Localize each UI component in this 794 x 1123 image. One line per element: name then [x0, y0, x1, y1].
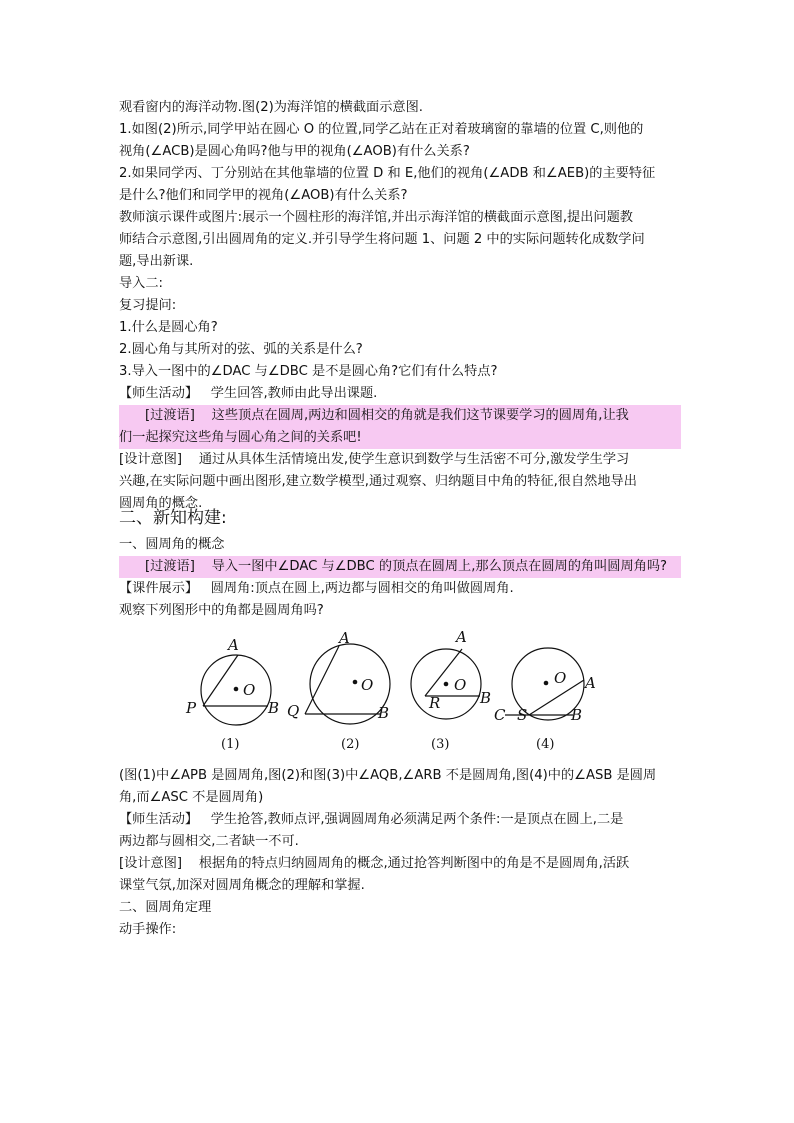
observe-line: 观察下列图形中的角都是圆周角吗?: [119, 603, 324, 618]
activity-text: 学生回答,教师由此导出课题.: [210, 386, 378, 401]
review-question-2: 2.圆心角与其所对的弦、弧的关系是什么?: [119, 342, 363, 357]
courseware-text: 圆周角:顶点在圆上,两边都与圆相交的角叫做圆周角.: [210, 581, 514, 596]
design-1-line-2: 兴趣,在实际问题中画出图形,建立数学模型,通过观察、归纳题目中角的特征,很自然地导出: [119, 474, 637, 489]
design-2-line-1: [119, 853, 629, 875]
design-text: 根据角的特点归纳圆周角的概念,通过抢答判断图中的角是不是圆周角,活跃: [198, 856, 630, 871]
section-2-title: 二、新知构建:: [119, 508, 227, 528]
fig3-caption: (3): [431, 737, 450, 752]
fig1-label-b: B: [268, 699, 280, 717]
fig4-label-s: S: [517, 706, 528, 724]
fig2-label-q: Q: [287, 702, 300, 720]
fig4-center: [544, 681, 549, 686]
design-tag: [设计意图]: [119, 856, 183, 871]
transition-text: 这些顶点在圆周,两边和圆相交的角就是我们这节课要学习的圆周角,让我: [211, 408, 629, 423]
transition-tag: [过渡语]: [145, 408, 195, 423]
fig1-caption: (1): [221, 737, 240, 752]
activity-2-line-1: [119, 809, 623, 831]
fig1-center: [234, 687, 239, 692]
fig4-label-c: C: [494, 706, 506, 724]
teacher-demo-line-2: 师结合示意图,引出圆周角的定义.并引导学生将问题 1、问题 2 中的实际问题转化成数学问: [119, 232, 645, 247]
fig2-center: [353, 680, 358, 685]
fig3-label-r: R: [429, 694, 441, 712]
teacher-demo-line-3: 题,导出新课.: [119, 254, 194, 269]
review-question-1: 1.什么是圆心角?: [119, 320, 218, 335]
fig1-label-a: A: [228, 636, 239, 654]
answer-line-2: 角,而∠ASC 不是圆周角): [119, 790, 264, 805]
question-1-line-1: 1.如图(2)所示,同学甲站在圆心 O 的位置,同学乙站在正对着玻璃窗的靠墙的位置 C,则他的: [119, 122, 644, 137]
design-2-line-2: 课堂气氛,加深对圆周角概念的理解和掌握.: [119, 878, 365, 893]
fig1-label-p: P: [186, 699, 197, 717]
fig3-label-b: B: [480, 689, 492, 707]
activity-tag: 【师生活动】: [119, 812, 199, 827]
transition-tag: [过渡语]: [145, 559, 195, 574]
fig2-label-o: O: [361, 676, 374, 694]
intro2-title: 导入二:: [119, 276, 164, 291]
activity-text: 学生抢答,教师点评,强调圆周角必须满足两个条件:一是顶点在圆上,二是: [210, 812, 624, 827]
answer-line-1: (图(1)中∠APB 是圆周角,图(2)和图(3)中∠AQB,∠ARB 不是圆周角,图(4)中的∠ASB 是圆周: [119, 768, 657, 783]
concept-title: 一、圆周角的概念: [119, 537, 225, 552]
question-2-line-1: 2.如果同学丙、丁分别站在其他靠墙的位置 D 和 E,他们的视角(∠ADB 和∠AEB)的主要特征: [119, 166, 656, 181]
fig4-label-a: A: [585, 674, 596, 692]
design-1-line-3: 圆周角的概念.: [119, 496, 203, 511]
question-2-line-2: 是什么?他们和同学甲的视角(∠AOB)有什么关系?: [119, 188, 408, 203]
fig3-label-a: A: [456, 628, 467, 646]
fig1-chord-pa: [203, 655, 238, 706]
question-1-line-2: 视角(∠ACB)是圆心角吗?他与甲的视角(∠AOB)有什么关系?: [119, 144, 470, 159]
teacher-demo-line-1: 教师演示课件或图片:展示一个圆柱形的海洋馆,并出示海洋馆的横截面示意图,提出问题教: [119, 210, 633, 225]
fig3-center: [444, 682, 449, 687]
theorem-title: 二、圆周角定理: [119, 900, 212, 915]
transition-text: 导入一图中∠DAC 与∠DBC 的顶点在圆周上,那么顶点在圆周的角叫圆周角吗?: [211, 559, 668, 574]
fig2-label-a: A: [339, 629, 350, 647]
hands-on-label: 动手操作:: [119, 922, 177, 937]
activity-2-line-2: 两边都与圆相交,二者缺一不可.: [119, 834, 299, 849]
activity-tag: 【师生活动】: [119, 386, 199, 401]
fig3-label-o: O: [454, 676, 467, 694]
review-heading: 复习提问:: [119, 298, 177, 313]
intro-line: 观看窗内的海洋动物.图(2)为海洋馆的横截面示意图.: [119, 100, 423, 115]
fig4-label-b: B: [571, 706, 583, 724]
fig2-label-b: B: [378, 704, 390, 722]
fig4-caption: (4): [536, 737, 555, 752]
design-tag: [设计意图]: [119, 452, 183, 467]
fig4-label-o: O: [554, 669, 567, 687]
fig1-label-o: O: [243, 681, 256, 699]
courseware-tag: 【课件展示】: [119, 581, 199, 596]
design-text: 通过从具体生活情境出发,使学生意识到数学与生活密不可分,激发学生学习: [198, 452, 630, 467]
transition-1-line-2: 们一起探究这些角与圆心角之间的关系吧!: [119, 427, 681, 449]
fig2-caption: (2): [341, 737, 360, 752]
review-question-3: 3.导入一图中的∠DAC 与∠DBC 是不是圆心角?它们有什么特点?: [119, 364, 498, 379]
